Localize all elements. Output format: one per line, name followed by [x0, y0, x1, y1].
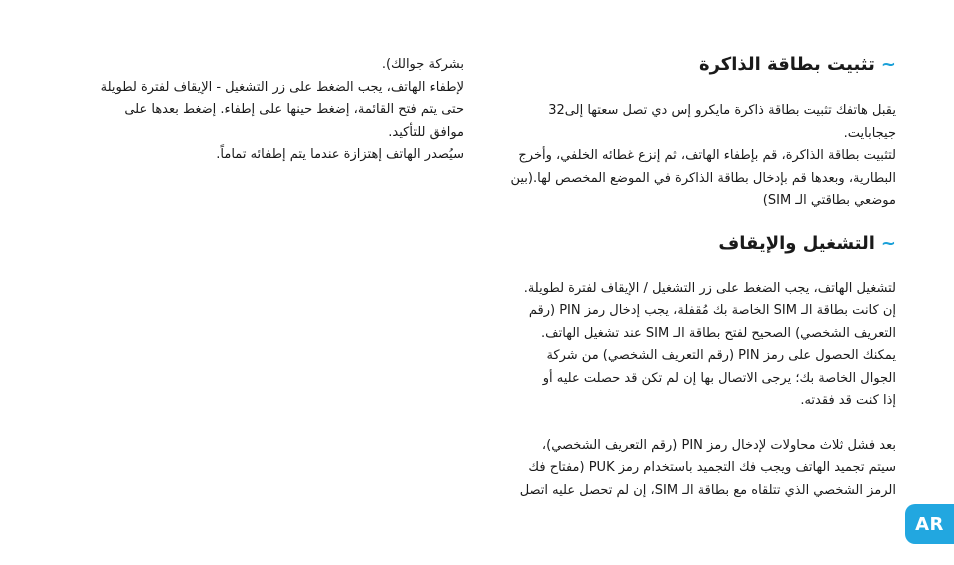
section-heading-power — [500, 231, 896, 257]
tilde-marker: ~ — [880, 232, 896, 254]
text-line: موافق للتأكيد. — [388, 124, 464, 140]
section-heading-memory-card — [500, 52, 896, 78]
power-paragraph-1 — [500, 278, 896, 413]
heading-text: التشغيل والإيقاف — [718, 232, 875, 254]
power-paragraph-2 — [500, 435, 896, 503]
text-line: موضعي بطاقتي الـ SIM) — [762, 193, 896, 208]
text-line: بعد فشل ثلاث محاولات لإدخال رمز PIN (رقم التعريف الشخصي)، — [541, 437, 896, 453]
text-line: البطارية، وبعدها قم بإدخال بطاقة الذاكرة في الموضع المخصص لها.(بين — [510, 170, 896, 186]
tilde-marker: ~ — [880, 54, 896, 75]
text-line: لإطفاء الهاتف، يجب الضغط على زر التشغيل - الإيقاف لفترة لطويلة — [100, 79, 464, 95]
text-line: الجوال الخاصة بك؛ يرجى الاتصال بها إن لم تكن قد حصلت عليه أو — [542, 370, 896, 386]
left-column — [80, 54, 464, 167]
text-line: يقبل هاتفك تثبيت بطاقة ذاكرة مايكرو إس دي تصل سعتها إلى32 — [548, 103, 896, 118]
text-line: بشركة جوالك). — [381, 57, 464, 72]
text-line: يمكنك الحصول على رمز PIN (رقم التعريف الشخصي) من شركة — [546, 348, 896, 363]
memory-card-paragraph — [500, 100, 896, 213]
text-line: سيتم تجميد الهاتف ويجب فك التجميد باستخدام رمز PUK (مفتاح فك — [528, 460, 896, 475]
text-line: الرمز الشخصي الذي تتلقاه مع بطاقة الـ SIM، إن لم تحصل عليه اتصل — [519, 482, 896, 498]
text-line: لتشغيل الهاتف، يجب الضغط على زر التشغيل / الإيقاف لفترة لطويلة. — [523, 280, 896, 296]
text-line: لتثبيت بطاقة الذاكرة، قم بإطفاء الهاتف، ثم إنزع غطائه الخلفي، وأخرج — [518, 148, 896, 163]
heading-text: تثبيت بطاقة الذاكرة — [698, 54, 875, 75]
text-line: التعريف الشخصي) الصحيح لفتح بطاقة الـ SIM عند تشغيل الهاتف. — [541, 325, 896, 341]
text-line: سيُصدر الهاتف إهتزازة عندما يتم إطفائه تماماً. — [216, 147, 464, 162]
text-line: إن كانت بطاقة الـ SIM الخاصة بك مُقفلة، يجب إدخال رمز PIN (رقم — [528, 303, 896, 318]
right-column — [500, 52, 896, 502]
language-badge: AR — [905, 504, 954, 544]
text-line: جيجابايت. — [843, 125, 896, 141]
text-line: حتى يتم فتح القائمة، إضغط حينها على إطفاء. إضغط بعدها على — [124, 102, 464, 117]
text-line: إذا كنت قد فقدته. — [800, 393, 896, 408]
